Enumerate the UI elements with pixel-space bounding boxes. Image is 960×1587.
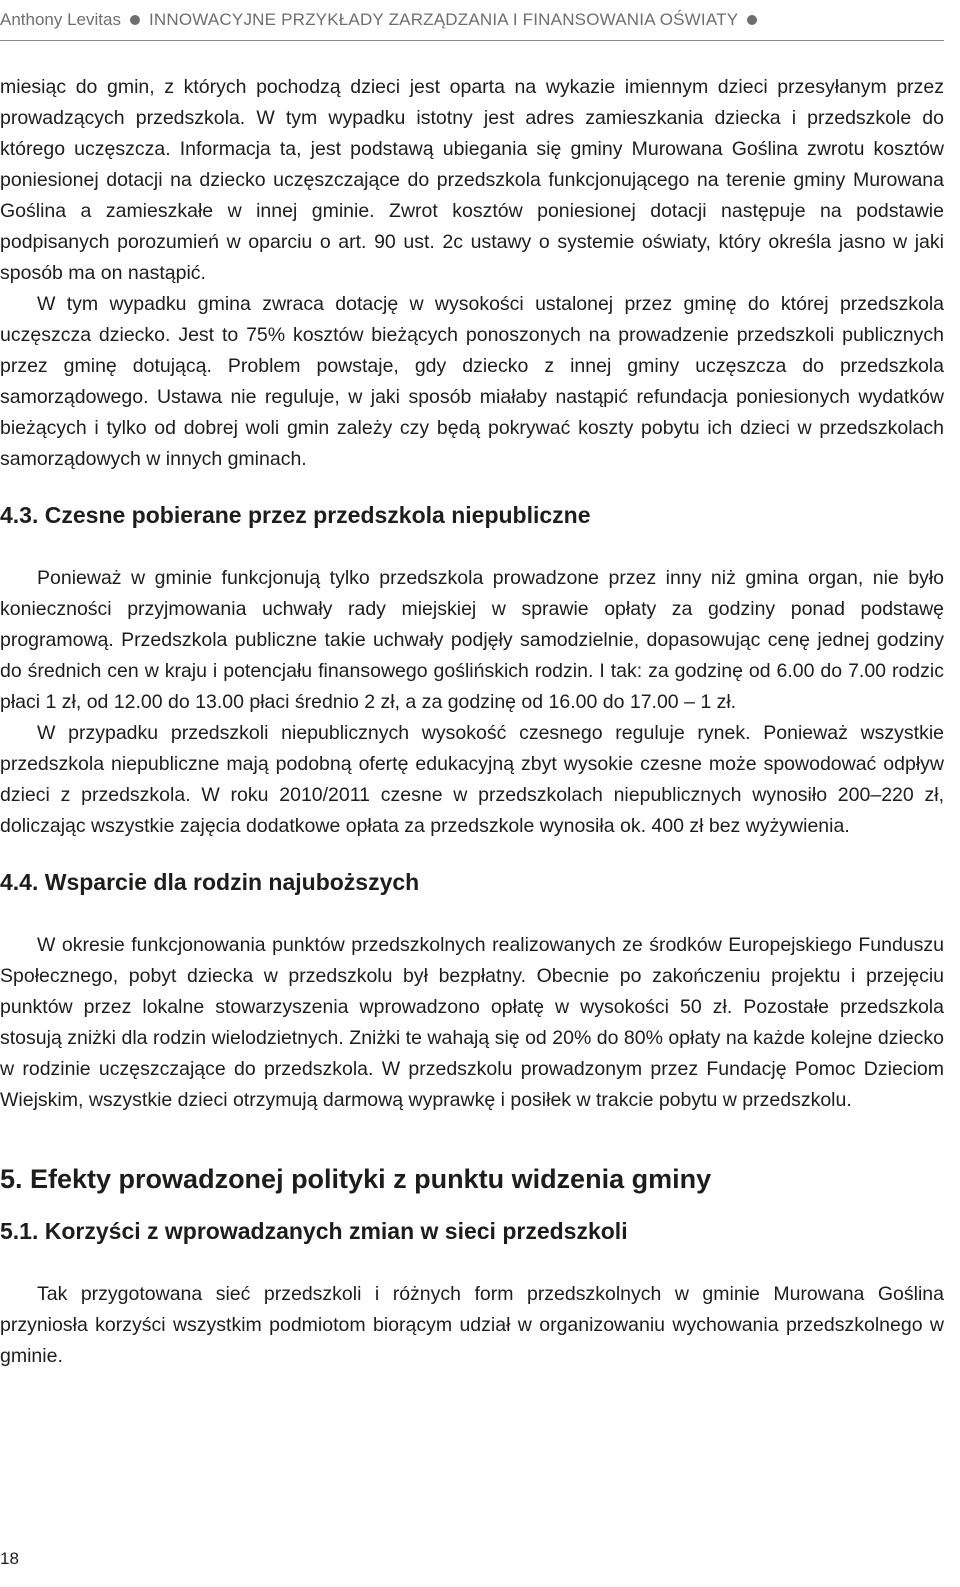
page-number: 18 bbox=[0, 1549, 19, 1568]
paragraph-6: Tak przygotowana sieć przedszkoli i różnych form przedszkolnych w gminie Murowana Goślina przyniosła korzyści wszystkim podmiotom biorącym udział w organizowaniu wychowania przedszkolnego w gminie. bbox=[0, 1283, 944, 1367]
header-series-title: INNOWACYJNE PRZYKŁADY ZARZĄDZANIA I FINANSOWANIA OŚWIATY bbox=[148, 10, 739, 29]
section-heading-5-1: 5.1. Korzyści z wprowadzanych zmian w sieci przedszkoli bbox=[0, 1218, 628, 1244]
section-heading-4-4: 4.4. Wsparcie dla rodzin najuboższych bbox=[0, 869, 420, 895]
paragraph-4: W przypadku przedszkoli niepublicznych wysokość czesnego reguluje rynek. Ponieważ wszystkie przedszkola niepubliczne mają podobną ofertę edukacyjną zbyt wysokie czesne może spowodować odpływ dzieci z przedszkola. W roku 2010/2011 czesne w przedszkolach niepublicznych wynosiło 200–220 zł, doliczając wszystkie zajęcia dodatkowe opłata za przedszkole wynosiła ok. 400 zł bez wyżywienia. bbox=[0, 722, 944, 837]
running-header bbox=[0, 0, 944, 41]
page-body bbox=[0, 72, 944, 1372]
paragraph-3: Ponieważ w gminie funkcjonują tylko przedszkola prowadzone przez inny niż gmina organ, nie było konieczności przyjmowania uchwały rady miejskiej w sprawie opłaty za godziny ponad podstawę programową. Przedszkola publiczne takie uchwały podjęły samodzielnie, dopasowując cenę jednej godziny do średnich cen w kraju i potencjału finansowego goślińskich rodzin. I tak: za godzinę od 6.00 do 7.00 rodzic płaci 1 zł, od 12.00 do 13.00 płaci średnio 2 zł, a za godzinę od 16.00 do 17.00 – 1 zł. bbox=[0, 567, 944, 713]
paragraph-2: W tym wypadku gmina zwraca dotację w wysokości ustalonej przez gminę do której przedszkola uczęszcza dziecko. Jest to 75% kosztów bieżących ponoszonych na prowadzenie przedszkoli publicznych przez gminę dotującą. Problem powstaje, gdy dziecko z innej gminy uczęszcza do przedszkola samorządowego. Ustawa nie reguluje, w jaki sposób miałaby nastąpić refundacja poniesionych wydatków bieżących i tylko od dobrej woli gmin zależy czy będą pokrywać koszty pobytu ich dzieci w przedszkolach samorządowych w innych gminach. bbox=[0, 293, 944, 470]
header-author: Anthony Levitas bbox=[0, 10, 121, 29]
section-heading-4-3: 4.3. Czesne pobierane przez przedszkola niepubliczne bbox=[0, 502, 591, 528]
paragraph-1: miesiąc do gmin, z których pochodzą dzieci jest oparta na wykazie imiennym dzieci przesyłanym przez prowadzących przedszkola. W tym wypadku istotny jest adres zamieszkania dziecka i przedszkole do którego uczęszcza. Informacja ta, jest podstawą ubiegania się gminy Murowana Goślina zwrotu kosztów poniesionej dotacji na dziecko uczęszczające do przedszkola funkcjonującego na terenie gminy Murowana Goślina a zamieszkałe w innej gminie. Zwrot kosztów poniesionej dotacji następuje na podstawie podpisanych porozumień w oparciu o art. 90 ust. 2c ustawy o systemie oświaty, który określa jasno w jaki sposób ma on nastąpić. bbox=[0, 76, 944, 284]
chapter-heading-5: 5. Efekty prowadzonej polityki z punktu widzenia gminy bbox=[0, 1164, 712, 1194]
bullet-dot-icon bbox=[747, 15, 757, 25]
paragraph-5: W okresie funkcjonowania punktów przedszkolnych realizowanych ze środków Europejskiego Funduszu Społecznego, pobyt dziecka w przedszkolu był bezpłatny. Obecnie po zakończeniu projektu i przejęciu punktów przez lokalne stowarzyszenia wprowadzono opłatę w wysokości 50 zł. Pozostałe przedszkola stosują zniżki dla rodzin wielodzietnych. Zniżki te wahają się od 20% do 80% opłaty na każde kolejne dziecko w rodzinie uczęszczające do przedszkola. W przedszkolu prowadzonym przez Fundację Pomoc Dzieciom Wiejskim, wszystkie dzieci otrzymują darmową wyprawkę i posiłek w trakcie pobytu w przedszkolu. bbox=[0, 934, 944, 1111]
bullet-dot-icon bbox=[130, 15, 140, 25]
